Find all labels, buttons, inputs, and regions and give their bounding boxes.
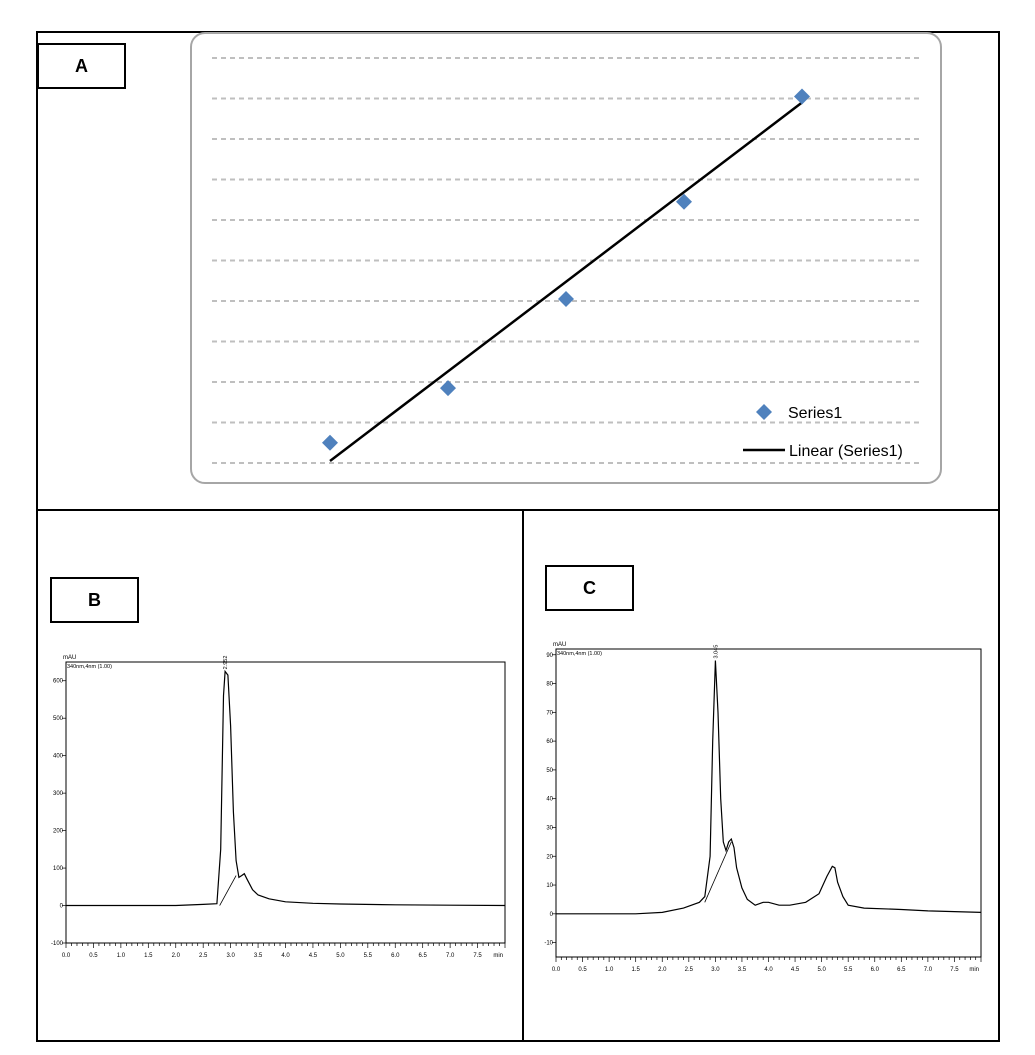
peak-label: 3.045 bbox=[713, 644, 720, 659]
y-tick-label: 100 bbox=[52, 866, 63, 873]
x-tick-label: 3.0 bbox=[226, 953, 235, 959]
x-tick-label: 0.0 bbox=[61, 953, 71, 959]
chromatogram-trace bbox=[556, 661, 981, 914]
x-tick-label: 7.5 bbox=[473, 953, 482, 959]
x-tick-label: 5.0 bbox=[817, 967, 826, 973]
y-tick-label: 10 bbox=[546, 883, 553, 890]
x-tick-label: 0.0 bbox=[551, 967, 561, 973]
channel-label: 340nm,4nm (1.00) bbox=[67, 664, 112, 670]
y-tick-label: 200 bbox=[52, 828, 63, 835]
x-tick-label: 3.5 bbox=[253, 953, 263, 959]
x-tick-label: 6.5 bbox=[418, 953, 427, 959]
y-tick-label: 50 bbox=[546, 767, 553, 774]
integration-baseline bbox=[220, 876, 236, 906]
x-tick-label: 1.5 bbox=[631, 967, 640, 973]
panel-label-b bbox=[50, 577, 139, 623]
channel-label: 340nm,4nm (1.00) bbox=[557, 651, 602, 657]
x-tick-label: 4.5 bbox=[790, 967, 800, 973]
y-tick-label: -10 bbox=[544, 940, 553, 947]
panel-label-a-text: A bbox=[75, 55, 88, 76]
x-tick-label: 4.0 bbox=[764, 967, 773, 973]
chart-b bbox=[51, 655, 505, 959]
y-tick-label: 40 bbox=[546, 796, 553, 803]
legend-label-linear: Linear (Series1) bbox=[789, 443, 903, 460]
y-tick-label: 400 bbox=[52, 753, 63, 760]
y-tick-label: 500 bbox=[52, 716, 63, 723]
chart-c bbox=[544, 642, 981, 973]
y-tick-label: -100 bbox=[50, 941, 63, 947]
y-tick-label: 80 bbox=[546, 681, 553, 688]
y-tick-label: 30 bbox=[546, 825, 553, 832]
x-tick-label: 5.0 bbox=[336, 953, 345, 959]
chromatogram-trace bbox=[66, 671, 505, 905]
y-tick-label: 90 bbox=[546, 652, 553, 659]
x-tick-label: 0.5 bbox=[89, 953, 98, 959]
y-tick-label: 20 bbox=[546, 854, 553, 861]
chart-a bbox=[191, 33, 941, 483]
panel-label-c-text: C bbox=[583, 577, 596, 598]
x-tick-label: 5.5 bbox=[844, 967, 853, 973]
x-tick-label: 1.0 bbox=[604, 967, 614, 973]
x-tick-label: 5.5 bbox=[363, 953, 372, 959]
x-tick-label: 2.5 bbox=[684, 967, 693, 973]
x-tick-label: 6.0 bbox=[870, 967, 879, 973]
legend-label-series1: Series1 bbox=[788, 405, 843, 422]
x-tick-label: 6.0 bbox=[391, 953, 400, 959]
y-tick-label: 0 bbox=[549, 911, 553, 918]
x-tick-label: 2.0 bbox=[658, 967, 667, 973]
x-tick-label: 4.5 bbox=[308, 953, 318, 959]
x-tick-label: 1.5 bbox=[144, 953, 153, 959]
x-tick-label: 2.5 bbox=[199, 953, 208, 959]
y-tick-label: 60 bbox=[546, 739, 553, 746]
y-tick-label: 70 bbox=[546, 710, 553, 717]
y-tick-label: 0 bbox=[59, 903, 63, 910]
y-unit-label: mAU bbox=[553, 642, 567, 648]
panel-label-a bbox=[37, 43, 126, 89]
integration-baseline bbox=[705, 842, 732, 902]
x-unit-label: min bbox=[969, 967, 979, 973]
x-tick-label: 6.5 bbox=[897, 967, 906, 973]
plot-frame bbox=[66, 662, 505, 943]
x-tick-label: 2.0 bbox=[171, 953, 180, 959]
peak-label: 2.952 bbox=[223, 655, 230, 670]
x-tick-label: 7.0 bbox=[445, 953, 455, 959]
x-tick-label: 4.0 bbox=[281, 953, 290, 959]
x-tick-label: 3.5 bbox=[737, 967, 747, 973]
x-tick-label: 0.5 bbox=[578, 967, 587, 973]
y-tick-label: 300 bbox=[52, 791, 63, 798]
x-tick-label: 7.5 bbox=[950, 967, 959, 973]
x-tick-label: 7.0 bbox=[923, 967, 933, 973]
panel-label-c bbox=[545, 565, 634, 611]
x-unit-label: min bbox=[493, 953, 503, 959]
y-tick-label: 600 bbox=[52, 678, 63, 685]
y-unit-label: mAU bbox=[63, 655, 77, 661]
panel-label-b-text: B bbox=[88, 589, 101, 610]
x-tick-label: 1.0 bbox=[116, 953, 126, 959]
x-tick-label: 3.0 bbox=[711, 967, 720, 973]
